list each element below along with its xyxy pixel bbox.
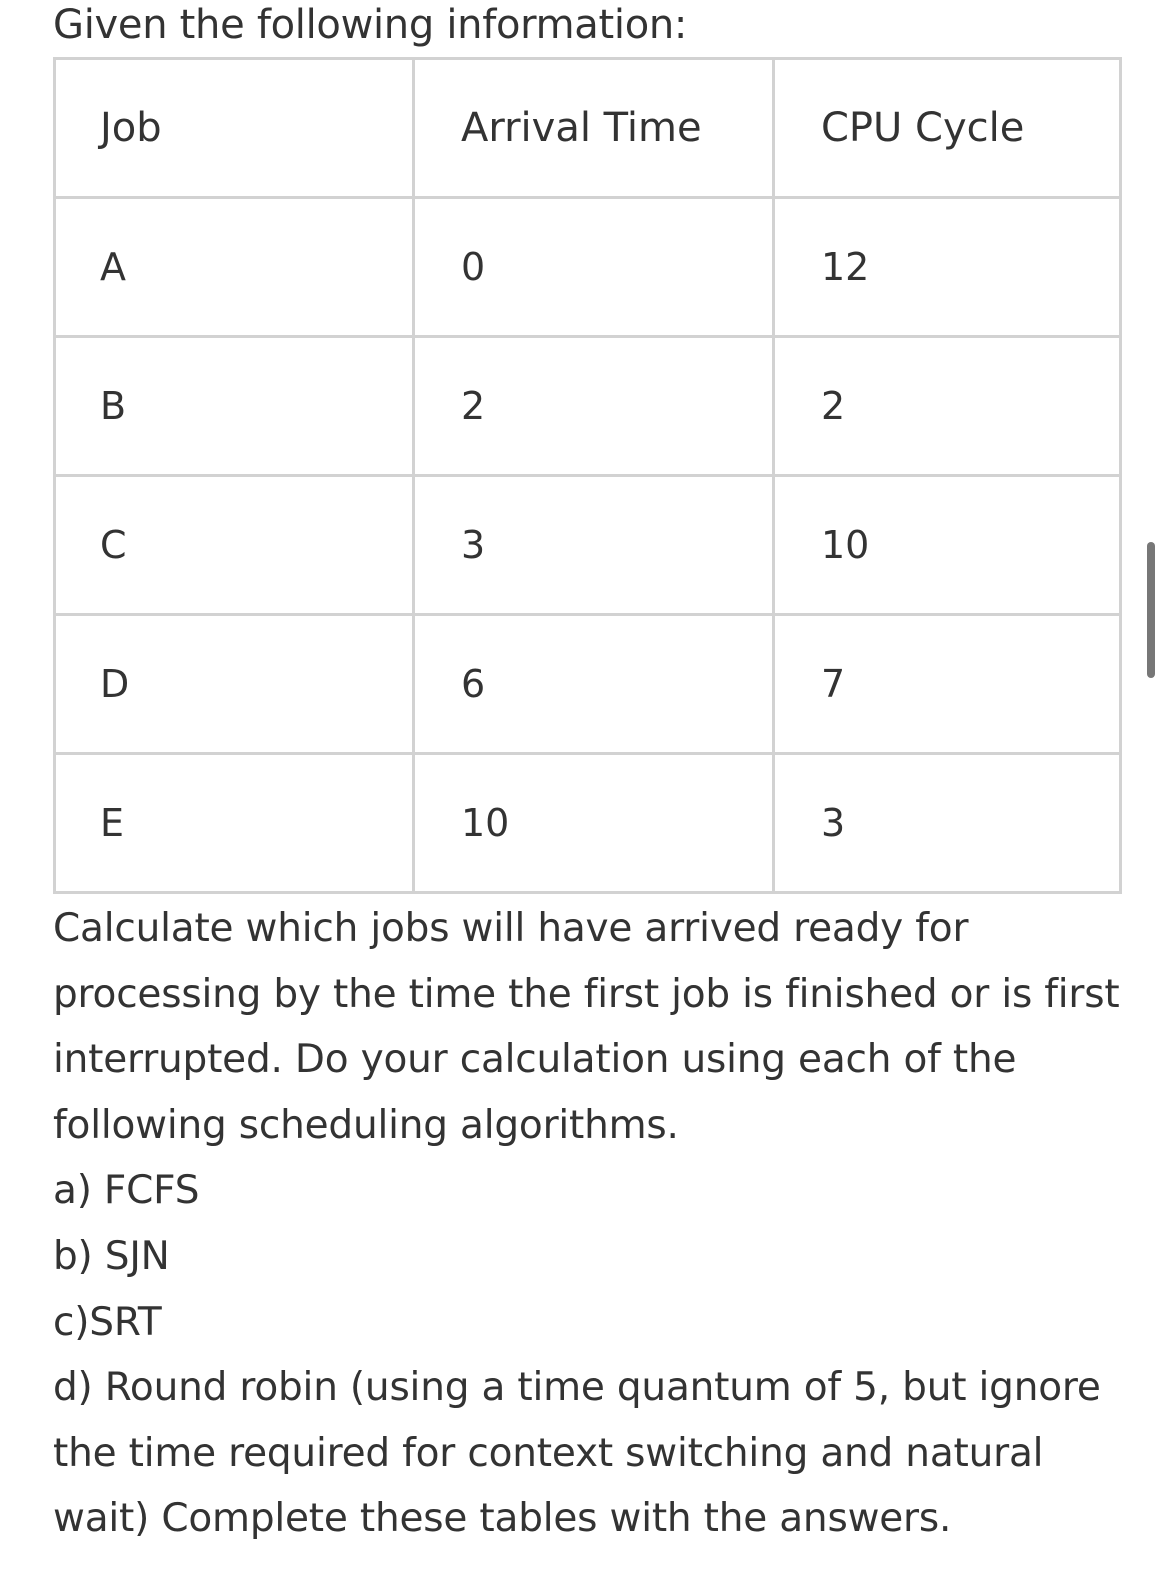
table-row: [55, 615, 1121, 754]
cell-arrival: 6: [414, 615, 774, 754]
header-job: Job: [55, 59, 414, 198]
job-table: [53, 57, 1122, 894]
cell-cpu: 12: [774, 198, 1121, 337]
cell-cpu: 3: [774, 754, 1121, 893]
option-c: c)SRT: [53, 1299, 162, 1345]
option-a: a) FCFS: [53, 1168, 200, 1214]
cell-arrival: 2: [414, 337, 774, 476]
cell-job: D: [55, 615, 414, 754]
cell-arrival: 0: [414, 198, 774, 337]
header-cpu-cycle: CPU Cycle: [774, 59, 1121, 198]
intro-heading: Given the following information:: [53, 2, 688, 48]
cell-arrival: 3: [414, 476, 774, 615]
cell-job: B: [55, 337, 414, 476]
table-row: [55, 754, 1121, 893]
option-d: d) Round robin (using a time quantum of 5, but ignore the time required for context switching and natural wait) Complete these tables with the answers.: [53, 1365, 1101, 1542]
cell-job: E: [55, 754, 414, 893]
cell-cpu: 10: [774, 476, 1121, 615]
table-row: [55, 337, 1121, 476]
question-prompt: Calculate which jobs will have arrived ready for processing by the time the first job is finished or is first interrupted. Do your calculation using each of the following scheduling algorithms.: [53, 906, 1120, 1148]
option-b: b) SJN: [53, 1233, 170, 1279]
cell-arrival: 10: [414, 754, 774, 893]
question-text: [53, 896, 1143, 1552]
table-row: [55, 198, 1121, 337]
table-row: [55, 476, 1121, 615]
cell-job: C: [55, 476, 414, 615]
scrollbar-thumb[interactable]: [1147, 542, 1155, 678]
table-header-row: [55, 59, 1121, 198]
cell-cpu: 2: [774, 337, 1121, 476]
cell-cpu: 7: [774, 615, 1121, 754]
header-arrival-time: Arrival Time: [414, 59, 774, 198]
cell-job: A: [55, 198, 414, 337]
